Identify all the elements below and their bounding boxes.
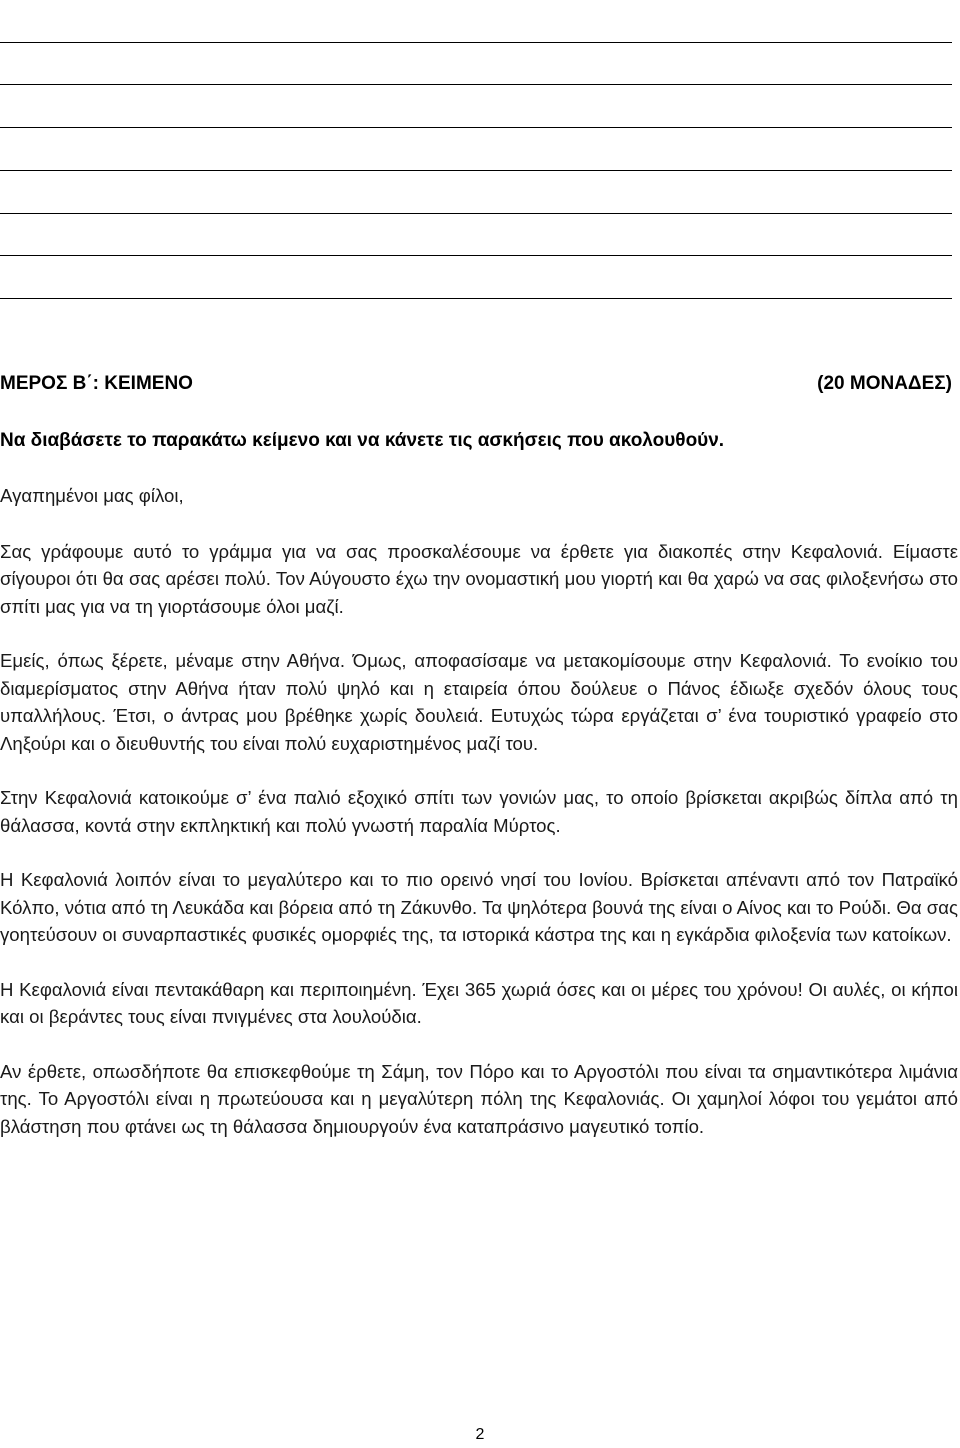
- answer-line: [0, 84, 952, 85]
- answer-lines: [0, 0, 960, 310]
- letter-paragraph: Σας γράφουμε αυτό το γράμμα για να σας προσκαλέσουμε να έρθετε για διακοπές στην Κεφαλονιά. Είμαστε σίγουροι ότι θα σας αρέσει πολύ. Τον Αύγουστο έχω την ονομαστική μου γιορτή και θα χαρώ να σας φιλοξενήσω στο σπίτι μας για να τη γιορτάσουμε όλοι μαζί.: [0, 540, 958, 617]
- letter-paragraph: Η Κεφαλονιά είναι πεντακάθαρη και περιποιημένη. Έχει 365 χωριά όσες και οι μέρες του χρόνου! Οι αυλές, οι κήποι και οι βεράντες τους είναι πνιγμένες στα λουλούδια.: [0, 978, 958, 1027]
- section-title: ΜΕΡΟΣ Β΄: ΚΕΙΜΕΝΟ: [0, 373, 193, 394]
- answer-line: [0, 298, 952, 299]
- letter-paragraph: Αν έρθετε, οπωσδήποτε θα επισκεφθούμε τη Σάμη, τον Πόρο και το Αργοστόλι που είναι τα σημαντικότερα λιμάνια της. Το Αργοστόλι είναι η πρωτεύουσα και η μεγαλύτερη πόλη της Κεφαλονιάς. Οι χαμηλοί λόφοι του γεμάτοι από βλάστηση που φτάνει ως τη θάλασσα δημιουργούν ένα καταπράσινο μαγευτικό τοπίο.: [0, 1060, 958, 1137]
- page-number: 2: [475, 1426, 485, 1443]
- letter-greeting: Αγαπημένοι μας φίλοι,: [0, 485, 184, 506]
- answer-line: [0, 127, 952, 128]
- letter-paragraph: Εμείς, όπως ξέρετε, μέναμε στην Αθήνα. Όμως, αποφασίσαμε να μετακομίσουμε στην Κεφαλονιά. Το ενοίκιο του διαμερίσματος στην Αθήνα ήταν πολύ ψηλό και η εταιρεία όπου δούλευε ο Πάνος έδιωξε σχεδόν όλους τους υπαλλήλους. Έτσι, ο άντρας μου βρέθηκε χωρίς δουλειά. Ευτυχώς τώρα εργάζεται σ’ ένα τουριστικό γραφείο στο Ληξούρι και ο διευθυντής του είναι πολύ ευχαριστημένος μαζί του.: [0, 650, 958, 754]
- answer-line: [0, 42, 952, 43]
- letter-paragraph: Στην Κεφαλονιά κατοικούμε σ’ ένα παλιό εξοχικό σπίτι των γονιών μας, το οποίο βρίσκεται ακριβώς δίπλα από τη θάλασσα, κοντά στην εκπληκτική και πολύ γνωστή παραλία Μύρτος.: [0, 787, 958, 836]
- instruction-text: Να διαβάσετε το παρακάτω κείμενο και να κάνετε τις ασκήσεις που ακολουθούν.: [0, 430, 725, 451]
- letter-paragraph: Η Κεφαλονιά λοιπόν είναι το μεγαλύτερο και το πιο ορεινό νησί του Ιονίου. Βρίσκεται απέναντι από τον Πατραϊκό Κόλπο, νότια από τη Λευκάδα και βόρεια από τη Ζάκυνθο. Τα ψηλότερα βουνά της είναι ο Αίνος και το Ρούδι. Θα σας γοητεύσουν οι συναρπαστικές φυσικές ομορφιές της, τα ιστορικά κάστρα της και η εγκάρδια φιλοξενία των κατοίκων.: [0, 869, 958, 945]
- answer-line: [0, 213, 952, 214]
- answer-line: [0, 255, 952, 256]
- answer-line: [0, 170, 952, 171]
- section-points: (20 ΜΟΝΑΔΕΣ): [817, 373, 952, 394]
- letter-text: [0, 482, 958, 1167]
